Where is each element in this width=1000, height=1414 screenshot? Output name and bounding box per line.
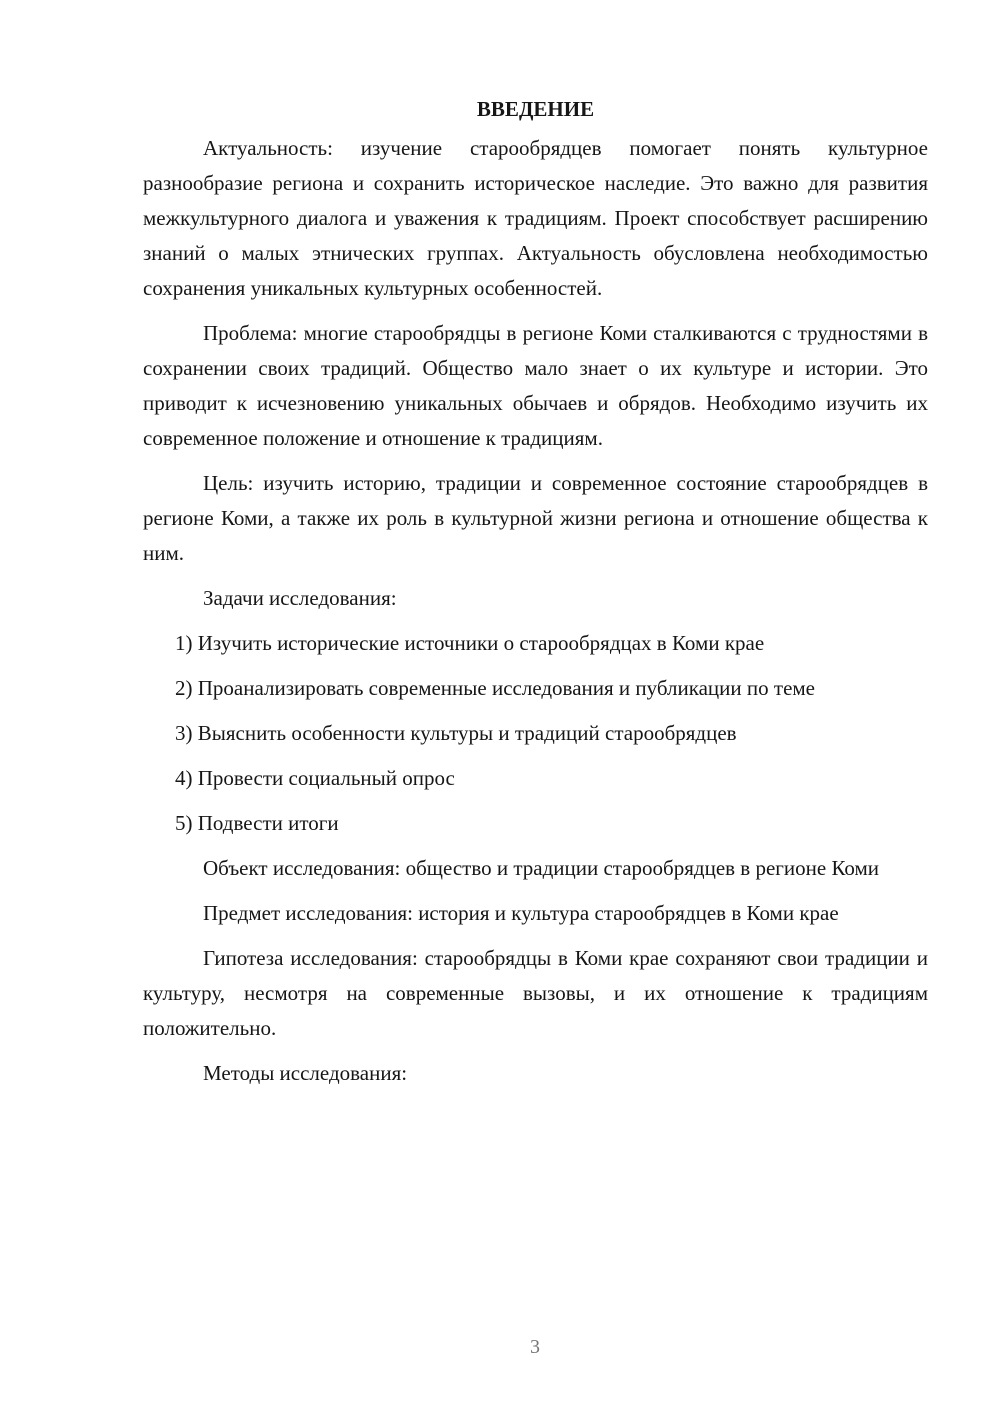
hypothesis-paragraph: Гипотеза исследования: старообрядцы в Коми крае сохраняют свои традиции и культуру, несмотря на современные вызовы, и их отношение к традициям положительно. <box>143 946 928 1040</box>
relevance-paragraph: Актуальность: изучение старообрядцев помогает понять культурное разнообразие региона и сохранить историческое наследие. Это важно для развития межкультурного диалога и уважения к традициям. Проект способствует расширению знаний о малых этнических группах. Актуальность обусловлена необходимостью сохранения уникальных культурных особенностей. <box>143 136 928 300</box>
subject-paragraph: Предмет исследования: история и культура старообрядцев в Коми крае <box>203 901 839 925</box>
task-item-5: 5) Подвести итоги <box>175 811 339 835</box>
page-number: 3 <box>530 1336 540 1358</box>
task-item-3: 3) Выяснить особенности культуры и традиций старообрядцев <box>175 721 737 745</box>
page-title: ВВЕДЕНИЕ <box>476 97 595 121</box>
task-item-4: 4) Провести социальный опрос <box>175 766 455 790</box>
task-item-2: 2) Проанализировать современные исследования и публикации по теме <box>175 676 815 700</box>
task-item-1: 1) Изучить исторические источники о старообрядцах в Коми крае <box>175 631 765 655</box>
page-content <box>143 92 928 1101</box>
methods-heading: Методы исследования: <box>203 1061 408 1085</box>
goal-paragraph: Цель: изучить историю, традиции и современное состояние старообрядцев в регионе Коми, а также их роль в культурной жизни региона и отношение общества к ним. <box>143 471 928 565</box>
tasks-list <box>143 626 928 841</box>
object-paragraph: Объект исследования: общество и традиции старообрядцев в регионе Коми <box>203 856 880 880</box>
problem-paragraph: Проблема: многие старообрядцы в регионе Коми сталкиваются с трудностями в сохранении своих традиций. Общество мало знает о их культуре и истории. Это приводит к исчезновению уникальных обычаев и обрядов. Необходимо изучить их современное положение и отношение к традициям. <box>143 321 928 450</box>
tasks-heading: Задачи исследования: <box>203 586 397 610</box>
